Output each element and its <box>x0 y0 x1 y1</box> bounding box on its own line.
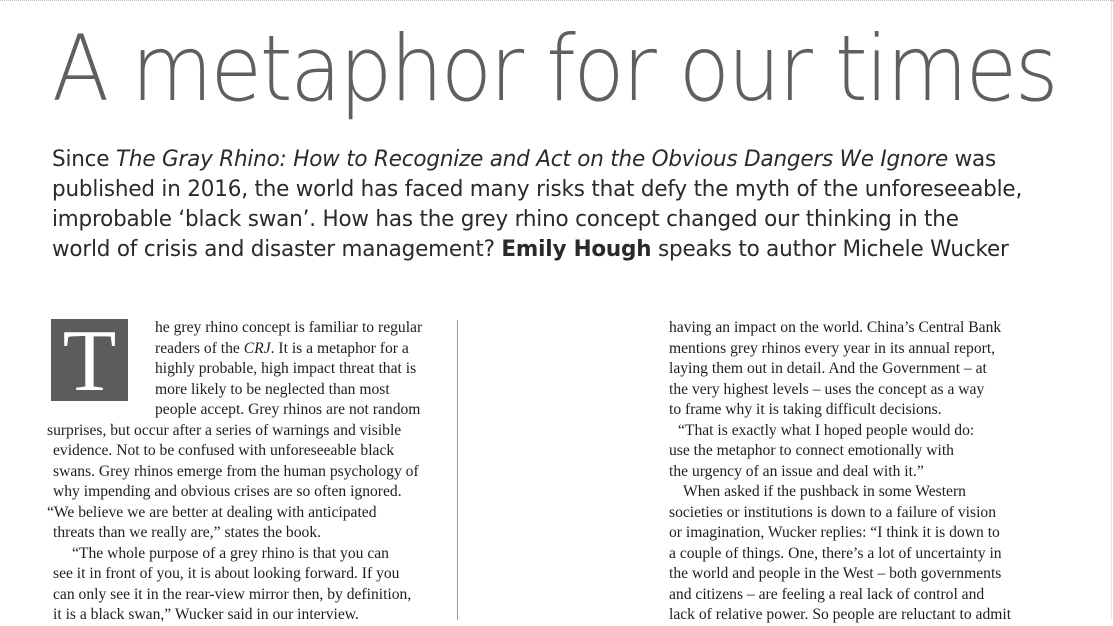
body-line: societies or institutions is down to a failure of vision <box>669 503 996 521</box>
body-text: readers of the <box>155 339 244 357</box>
body-line: why impending and obvious crises are so often ignored. <box>53 483 402 500</box>
article-standfirst <box>52 144 1112 264</box>
standfirst-line <box>52 144 1112 174</box>
standfirst-text: speaks to author Michele Wucker <box>651 236 1009 262</box>
body-line <box>47 339 447 360</box>
body-line: the very highest levels – uses the concept as a way <box>669 380 985 398</box>
body-line: he grey rhino concept is familiar to regular <box>155 319 423 336</box>
body-line: surprises, but occur after a series of warnings and visible <box>47 421 402 439</box>
body-column-right <box>669 318 1039 626</box>
body-line: and citizens – are feeling a real lack of control and <box>669 585 985 603</box>
book-title: The Gray Rhino: How to Recognize and Act on the Obvious Dangers We Ignore <box>115 146 949 172</box>
body-line: the world and people in the West – both governments <box>669 565 1002 582</box>
standfirst-text: was <box>948 146 997 172</box>
body-line: can only see it in the rear-view mirror then, by definition, <box>53 585 412 603</box>
body-column-left <box>47 313 447 626</box>
body-line: highly probable, high impact threat that is <box>155 360 417 377</box>
body-line: see it in front of you, it is about looking forward. If you <box>53 565 400 582</box>
body-line: to frame why it is taking difficult decisions. <box>669 401 942 418</box>
standfirst-line <box>52 234 1112 264</box>
author-byline: Emily Hough <box>501 236 652 262</box>
body-line: “We believe we are better at dealing with anticipated <box>47 503 377 521</box>
body-line: lack of relative power. So people are reluctant to admit <box>669 606 1012 623</box>
page-right-border <box>1111 0 1112 620</box>
body-line: people accept. Grey rhinos are not random <box>155 401 421 418</box>
body-line: laying them out in detail. And the Government – at <box>669 360 987 377</box>
body-line: more likely to be neglected than most <box>155 380 390 398</box>
standfirst-line: improbable ‘black swan’. How has the grey rhino concept changed our thinking in the <box>52 206 959 232</box>
body-text: . It is a metaphor for a <box>270 339 409 357</box>
body-line: or imagination, Wucker replies: “I think it is down to <box>669 524 1000 541</box>
body-line: swans. Grey rhinos emerge from the human psychology of <box>53 462 419 480</box>
body-line: “That is exactly what I hoped people would do: <box>678 421 975 439</box>
page-top-border <box>0 0 1113 1</box>
standfirst-line: published in 2016, the world has faced many risks that defy the myth of the unforeseeable, <box>52 176 1023 202</box>
article-headline: A metaphor for our times <box>52 17 1057 122</box>
body-line: threats than we really are,” states the book. <box>53 524 322 541</box>
publication-name: CRJ <box>243 339 271 357</box>
body-line: evidence. Not to be confused with unforeseeable black <box>53 442 395 459</box>
body-line: use the metaphor to connect emotionally with <box>669 442 954 459</box>
drop-cap-letter: T <box>62 313 117 410</box>
body-line: the urgency of an issue and deal with it.” <box>669 462 924 480</box>
standfirst-text: Since <box>52 146 116 172</box>
column-divider <box>457 320 458 620</box>
body-line: mentions grey rhinos every year in its annual report, <box>669 339 996 357</box>
body-line: “The whole purpose of a grey rhino is that you can <box>72 544 389 562</box>
body-line: it is a black swan,” Wucker said in our interview. <box>53 606 359 623</box>
body-line: having an impact on the world. China’s Central Bank <box>669 319 1002 336</box>
body-line: a couple of things. One, there’s a lot of uncertainty in <box>669 544 1002 562</box>
standfirst-text: world of crisis and disaster management? <box>52 236 502 262</box>
body-line: When asked if the pushback in some Western <box>683 483 966 500</box>
